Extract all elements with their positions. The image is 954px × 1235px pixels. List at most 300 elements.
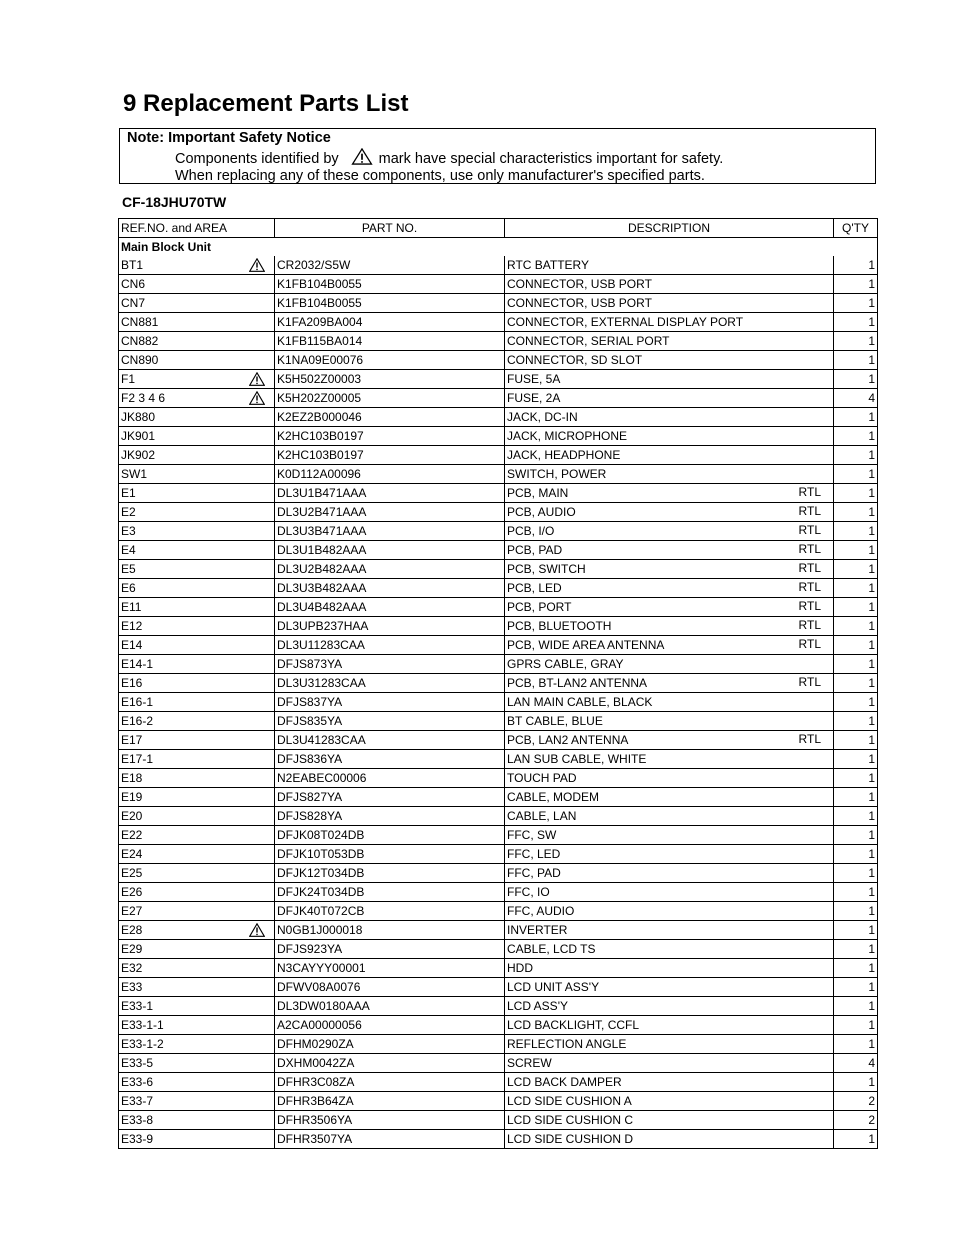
description-cell — [505, 997, 834, 1016]
ref-cell — [119, 427, 275, 446]
ref-number: E33-1-2 — [121, 1036, 164, 1051]
description-cell — [505, 655, 834, 674]
description-cell — [505, 1073, 834, 1092]
ref-cell — [119, 845, 275, 864]
description: FFC, SW — [507, 827, 557, 842]
ref-cell — [119, 807, 275, 826]
table-row — [119, 978, 878, 997]
ref-cell — [119, 351, 275, 370]
description: PCB, MAIN — [507, 485, 569, 500]
ref-number: F1 — [121, 371, 136, 386]
ref-number: E22 — [121, 827, 143, 842]
ref-cell — [119, 921, 275, 940]
safety-notice-header: Note: Important Safety Notice — [127, 130, 331, 146]
ref-number: E16 — [121, 675, 143, 690]
table-row — [119, 427, 878, 446]
ref-number: E19 — [121, 789, 143, 804]
ref-number: E1 — [121, 485, 136, 500]
table-row — [119, 902, 878, 921]
section-row — [119, 238, 878, 257]
part-number: CR2032/S5W — [275, 256, 505, 275]
ref-cell — [119, 541, 275, 560]
quantity: 4 — [834, 1054, 878, 1073]
quantity: 1 — [834, 427, 878, 446]
ref-cell — [119, 370, 275, 389]
description-cell — [505, 313, 834, 332]
quantity: 1 — [834, 541, 878, 560]
ref-number: E28 — [121, 922, 143, 937]
part-number: K2HC103B0197 — [275, 446, 505, 465]
ref-cell — [119, 902, 275, 921]
ref-cell — [119, 598, 275, 617]
table-row — [119, 332, 878, 351]
description-cell — [505, 560, 834, 579]
ref-number: E20 — [121, 808, 143, 823]
description-cell — [505, 617, 834, 636]
part-number: K5H502Z00003 — [275, 370, 505, 389]
description: CONNECTOR, SD SLOT — [507, 352, 643, 367]
warning-triangle-icon — [249, 923, 265, 937]
description: CONNECTOR, USB PORT — [507, 295, 652, 310]
rtl-flag: RTL — [798, 732, 821, 746]
description: JACK, DC-IN — [507, 409, 578, 424]
quantity: 1 — [834, 1016, 878, 1035]
ref-number: E33-6 — [121, 1074, 154, 1089]
part-number: DL3U1B471AAA — [275, 484, 505, 503]
rtl-flag: RTL — [798, 542, 821, 556]
quantity: 1 — [834, 408, 878, 427]
ref-number: E33-8 — [121, 1112, 154, 1127]
ref-number: SW1 — [121, 466, 148, 481]
ref-number: CN882 — [121, 333, 159, 348]
quantity: 1 — [834, 864, 878, 883]
parts-table-body — [119, 238, 878, 1149]
description: LCD UNIT ASS'Y — [507, 979, 600, 994]
description-cell — [505, 541, 834, 560]
part-number: K1FA209BA004 — [275, 313, 505, 332]
part-number: K1FB104B0055 — [275, 275, 505, 294]
ref-cell — [119, 655, 275, 674]
ref-number: JK901 — [121, 428, 156, 443]
part-number: DL3U1B482AAA — [275, 541, 505, 560]
quantity: 1 — [834, 446, 878, 465]
description-cell — [505, 294, 834, 313]
ref-cell — [119, 560, 275, 579]
ref-number: BT1 — [121, 257, 144, 272]
quantity: 4 — [834, 389, 878, 408]
part-number: K5H202Z00005 — [275, 389, 505, 408]
description-cell — [505, 408, 834, 427]
description-cell — [505, 769, 834, 788]
part-number: N2EABEC00006 — [275, 769, 505, 788]
part-number: DFJS828YA — [275, 807, 505, 826]
ref-number: E17-1 — [121, 751, 154, 766]
ref-number: CN890 — [121, 352, 159, 367]
quantity: 2 — [834, 1111, 878, 1130]
quantity: 1 — [834, 294, 878, 313]
ref-cell — [119, 1130, 275, 1149]
ref-number: E11 — [121, 599, 142, 614]
description: LAN SUB CABLE, WHITE — [507, 751, 647, 766]
ref-number: F2 3 4 6 — [121, 390, 166, 405]
table-row — [119, 313, 878, 332]
description-cell — [505, 1092, 834, 1111]
column-header-ref: REF.NO. and AREA — [119, 219, 275, 238]
ref-cell — [119, 617, 275, 636]
table-row — [119, 1092, 878, 1111]
table-row — [119, 484, 878, 503]
part-number: DFJS923YA — [275, 940, 505, 959]
description-cell — [505, 579, 834, 598]
ref-cell — [119, 1016, 275, 1035]
ref-cell — [119, 256, 275, 275]
table-row — [119, 997, 878, 1016]
parts-table — [118, 218, 878, 1149]
table-row — [119, 845, 878, 864]
quantity: 1 — [834, 731, 878, 750]
description-cell — [505, 902, 834, 921]
description-cell — [505, 712, 834, 731]
description: FFC, PAD — [507, 865, 561, 880]
table-row — [119, 1035, 878, 1054]
rtl-flag: RTL — [798, 561, 821, 575]
ref-cell — [119, 446, 275, 465]
rtl-flag: RTL — [798, 599, 821, 613]
description: TOUCH PAD — [507, 770, 577, 785]
part-number: DFHM0290ZA — [275, 1035, 505, 1054]
quantity: 1 — [834, 256, 878, 275]
ref-number: E17 — [121, 732, 143, 747]
description-cell — [505, 731, 834, 750]
ref-number: E32 — [121, 960, 143, 975]
table-row — [119, 959, 878, 978]
description-cell — [505, 788, 834, 807]
part-number: DFHR3B64ZA — [275, 1092, 505, 1111]
table-row — [119, 1016, 878, 1035]
description: PCB, BT-LAN2 ANTENNA — [507, 675, 648, 690]
table-row — [119, 1130, 878, 1149]
quantity: 1 — [834, 1035, 878, 1054]
rtl-flag: RTL — [798, 637, 821, 651]
quantity: 1 — [834, 1073, 878, 1092]
part-number: DL3UPB237HAA — [275, 617, 505, 636]
ref-number: E27 — [121, 903, 143, 918]
safety-notice-line-1 — [175, 148, 723, 167]
description: PCB, WIDE AREA ANTENNA — [507, 637, 665, 652]
table-row — [119, 617, 878, 636]
model-number: CF-18JHU70TW — [122, 194, 227, 210]
description: LCD SIDE CUSHION C — [507, 1112, 634, 1127]
quantity: 1 — [834, 845, 878, 864]
description: CONNECTOR, SERIAL PORT — [507, 333, 670, 348]
description: RTC BATTERY — [507, 257, 590, 272]
table-row — [119, 655, 878, 674]
warning-triangle-icon — [351, 148, 373, 165]
table-row — [119, 294, 878, 313]
table-row — [119, 408, 878, 427]
description-cell — [505, 940, 834, 959]
description-cell — [505, 256, 834, 275]
ref-number: JK902 — [121, 447, 156, 462]
warning-triangle-icon — [249, 391, 265, 405]
rtl-flag: RTL — [798, 485, 821, 499]
quantity: 1 — [834, 503, 878, 522]
description: LCD BACKLIGHT, CCFL — [507, 1017, 640, 1032]
table-row — [119, 389, 878, 408]
ref-number: E2 — [121, 504, 136, 519]
table-row — [119, 1073, 878, 1092]
quantity: 1 — [834, 1130, 878, 1149]
ref-number: E33 — [121, 979, 143, 994]
table-row — [119, 883, 878, 902]
quantity: 1 — [834, 636, 878, 655]
part-number: K2HC103B0197 — [275, 427, 505, 446]
ref-cell — [119, 1073, 275, 1092]
ref-number: E16-1 — [121, 694, 154, 709]
table-row — [119, 693, 878, 712]
part-number: N0GB1J000018 — [275, 921, 505, 940]
description: PCB, PAD — [507, 542, 563, 557]
ref-number: E29 — [121, 941, 143, 956]
rtl-flag: RTL — [798, 618, 821, 632]
ref-cell — [119, 465, 275, 484]
ref-cell — [119, 313, 275, 332]
quantity: 1 — [834, 978, 878, 997]
ref-cell — [119, 674, 275, 693]
ref-number: CN6 — [121, 276, 146, 291]
ref-cell — [119, 294, 275, 313]
safety-notice-line-2: When replacing any of these components, use only manufacturer's specified parts. — [175, 168, 705, 184]
ref-number: E33-9 — [121, 1131, 154, 1146]
description-cell — [505, 446, 834, 465]
description-cell — [505, 1130, 834, 1149]
description: LCD SIDE CUSHION D — [507, 1131, 634, 1146]
ref-cell — [119, 712, 275, 731]
part-number: DL3U4B482AAA — [275, 598, 505, 617]
description-cell — [505, 389, 834, 408]
quantity: 1 — [834, 522, 878, 541]
description-cell — [505, 826, 834, 845]
ref-cell — [119, 332, 275, 351]
table-row — [119, 1054, 878, 1073]
quantity: 1 — [834, 826, 878, 845]
quantity: 1 — [834, 940, 878, 959]
quantity: 1 — [834, 674, 878, 693]
part-number: K0D112A00096 — [275, 465, 505, 484]
table-row — [119, 921, 878, 940]
table-row — [119, 522, 878, 541]
table-row — [119, 864, 878, 883]
description-cell — [505, 503, 834, 522]
description: INVERTER — [507, 922, 568, 937]
ref-number: E33-1 — [121, 998, 154, 1013]
description: PCB, BLUETOOTH — [507, 618, 612, 633]
ref-number: E33-1-1 — [121, 1017, 164, 1032]
quantity: 1 — [834, 655, 878, 674]
quantity: 1 — [834, 807, 878, 826]
ref-number: E14 — [121, 637, 143, 652]
ref-cell — [119, 522, 275, 541]
quantity: 1 — [834, 883, 878, 902]
description-cell — [505, 598, 834, 617]
part-number: K2EZ2B000046 — [275, 408, 505, 427]
part-number: DL3U11283CAA — [275, 636, 505, 655]
description-cell — [505, 332, 834, 351]
table-row — [119, 636, 878, 655]
ref-number: CN7 — [121, 295, 146, 310]
table-row — [119, 598, 878, 617]
ref-cell — [119, 693, 275, 712]
description: LCD ASS'Y — [507, 998, 568, 1013]
description: FFC, IO — [507, 884, 550, 899]
description-cell — [505, 351, 834, 370]
quantity: 2 — [834, 1092, 878, 1111]
description: GPRS CABLE, GRAY — [507, 656, 624, 671]
part-number: A2CA00000056 — [275, 1016, 505, 1035]
quantity: 1 — [834, 617, 878, 636]
table-row — [119, 769, 878, 788]
safety-notice-text-after: mark have special characteristics important for safety. — [378, 151, 724, 167]
description: JACK, MICROPHONE — [507, 428, 628, 443]
quantity: 1 — [834, 332, 878, 351]
description: PCB, I/O — [507, 523, 555, 538]
description: CABLE, LAN — [507, 808, 577, 823]
description-cell — [505, 864, 834, 883]
ref-number: E4 — [121, 542, 136, 557]
description-cell — [505, 1111, 834, 1130]
table-row — [119, 446, 878, 465]
rtl-flag: RTL — [798, 523, 821, 537]
ref-number: E25 — [121, 865, 143, 880]
ref-cell — [119, 750, 275, 769]
ref-cell — [119, 1054, 275, 1073]
column-header-description: DESCRIPTION — [505, 219, 834, 238]
description: FUSE, 2A — [507, 390, 561, 405]
table-row — [119, 351, 878, 370]
part-number: DFJS835YA — [275, 712, 505, 731]
part-number: DL3U41283CAA — [275, 731, 505, 750]
part-number: DFJS837YA — [275, 693, 505, 712]
description-cell — [505, 845, 834, 864]
part-number: DL3U3B482AAA — [275, 579, 505, 598]
ref-cell — [119, 959, 275, 978]
description-cell — [505, 921, 834, 940]
ref-cell — [119, 883, 275, 902]
ref-number: E18 — [121, 770, 143, 785]
quantity: 1 — [834, 579, 878, 598]
ref-cell — [119, 503, 275, 522]
description: LAN MAIN CABLE, BLACK — [507, 694, 653, 709]
ref-number: E6 — [121, 580, 136, 595]
description: FUSE, 5A — [507, 371, 561, 386]
description: CONNECTOR, USB PORT — [507, 276, 652, 291]
part-number: DL3U2B482AAA — [275, 560, 505, 579]
part-number: DFHR3507YA — [275, 1130, 505, 1149]
part-number: DFJS836YA — [275, 750, 505, 769]
part-number: DL3U31283CAA — [275, 674, 505, 693]
ref-cell — [119, 579, 275, 598]
ref-cell — [119, 997, 275, 1016]
ref-cell — [119, 1111, 275, 1130]
ref-cell — [119, 408, 275, 427]
description-cell — [505, 427, 834, 446]
description: CABLE, LCD TS — [507, 941, 596, 956]
quantity: 1 — [834, 275, 878, 294]
ref-cell — [119, 769, 275, 788]
ref-number: E12 — [121, 618, 143, 633]
section-title: Main Block Unit — [119, 238, 878, 257]
column-header-qty: Q'TY — [834, 219, 878, 238]
part-number: DL3U3B471AAA — [275, 522, 505, 541]
description-cell — [505, 750, 834, 769]
quantity: 1 — [834, 560, 878, 579]
description-cell — [505, 674, 834, 693]
ref-number: E5 — [121, 561, 136, 576]
description: SWITCH, POWER — [507, 466, 607, 481]
table-row — [119, 370, 878, 389]
table-row — [119, 1111, 878, 1130]
part-number: DFJS827YA — [275, 788, 505, 807]
ref-cell — [119, 484, 275, 503]
part-number: DFJK12T034DB — [275, 864, 505, 883]
ref-number: JK880 — [121, 409, 156, 424]
description: PCB, LAN2 ANTENNA — [507, 732, 629, 747]
table-row — [119, 579, 878, 598]
description-cell — [505, 1035, 834, 1054]
description: LCD SIDE CUSHION A — [507, 1093, 632, 1108]
table-row — [119, 712, 878, 731]
quantity: 1 — [834, 598, 878, 617]
quantity: 1 — [834, 351, 878, 370]
part-number: DFWV08A0076 — [275, 978, 505, 997]
part-number: DFJK10T053DB — [275, 845, 505, 864]
description-cell — [505, 883, 834, 902]
quantity: 1 — [834, 959, 878, 978]
ref-cell — [119, 864, 275, 883]
table-row — [119, 788, 878, 807]
description: HDD — [507, 960, 533, 975]
description-cell — [505, 693, 834, 712]
description: PCB, SWITCH — [507, 561, 586, 576]
quantity: 1 — [834, 693, 878, 712]
description-cell — [505, 978, 834, 997]
table-row — [119, 275, 878, 294]
part-number: N3CAYYY00001 — [275, 959, 505, 978]
table-row — [119, 256, 878, 275]
quantity: 1 — [834, 921, 878, 940]
ref-number: CN881 — [121, 314, 159, 329]
description: JACK, HEADPHONE — [507, 447, 621, 462]
table-row — [119, 560, 878, 579]
ref-cell — [119, 940, 275, 959]
quantity: 1 — [834, 370, 878, 389]
rtl-flag: RTL — [798, 675, 821, 689]
part-number: K1NA09E00076 — [275, 351, 505, 370]
rtl-flag: RTL — [798, 504, 821, 518]
ref-number: E26 — [121, 884, 143, 899]
part-number: DL3DW0180AAA — [275, 997, 505, 1016]
part-number: DFJK40T072CB — [275, 902, 505, 921]
description-cell — [505, 465, 834, 484]
ref-cell — [119, 978, 275, 997]
rtl-flag: RTL — [798, 580, 821, 594]
description: FFC, LED — [507, 846, 561, 861]
ref-number: E3 — [121, 523, 136, 538]
description-cell — [505, 522, 834, 541]
part-number: K1FB115BA014 — [275, 332, 505, 351]
description: REFLECTION ANGLE — [507, 1036, 627, 1051]
description-cell — [505, 1016, 834, 1035]
